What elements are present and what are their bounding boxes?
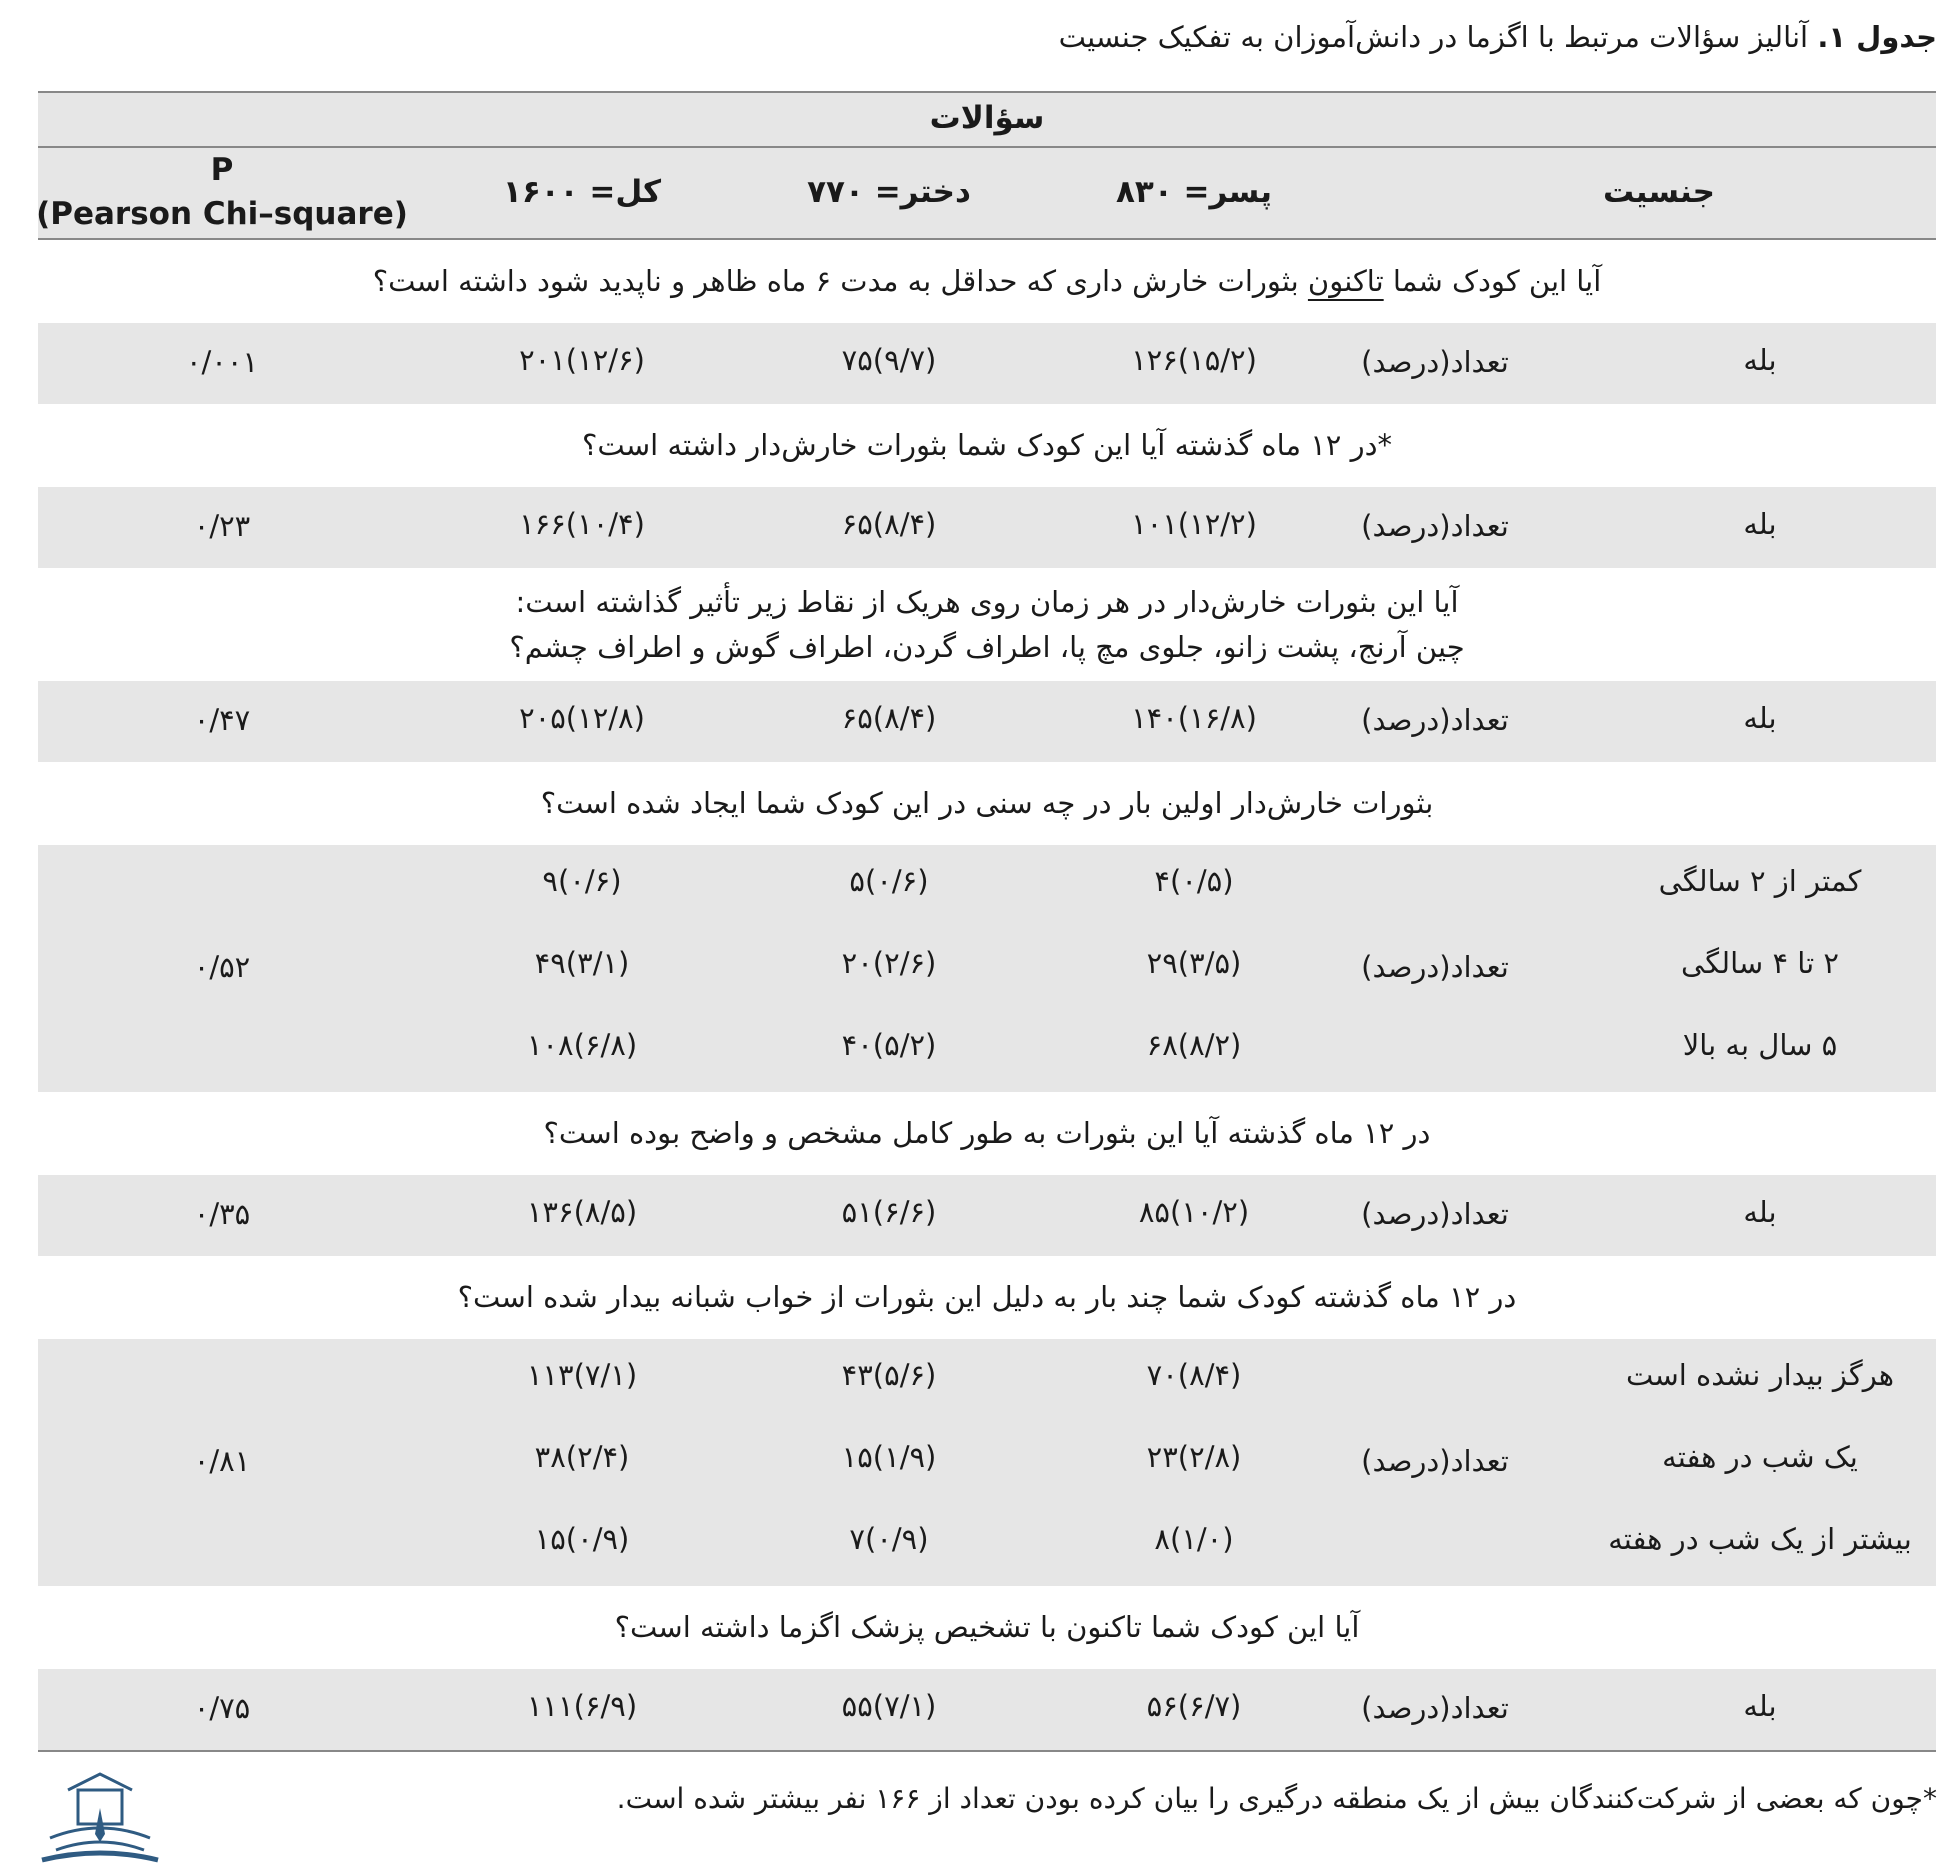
cell-total: ۲۰۵(۱۲/۸) (519, 701, 645, 735)
cell-total: ۱۱۳(۷/۱) (526, 1358, 638, 1392)
cell-boys: ۱۰۱(۱۲/۲) (1131, 507, 1257, 541)
table-footnote: *چون که بعضی از شرکت‌کنندگان بیش از یک منطقه درگیری را بیان کرده بودن تعداد از ۱۶۶ نفر بیشتر شده است. (616, 1782, 1937, 1815)
header-gender: جنسیت (1602, 174, 1716, 210)
cell-girls: ۵۵(۷/۱) (841, 1689, 937, 1723)
cell-total: ۱۰۸(۶/۸) (526, 1028, 638, 1062)
question-row (38, 1586, 1936, 1669)
cell-answer: ۲ تا ۴ سالگی (1681, 946, 1839, 980)
question-row (38, 240, 1936, 323)
answer-row (38, 487, 1936, 568)
question-text: در ۱۲ ماه گذشته کودک شما چند بار به دلیل این بثورات از خواب شبانه بیدار شده است؟ (457, 1280, 1517, 1314)
header-boys: پسر= ۸۳۰ (1115, 174, 1273, 210)
table-header-questions (38, 93, 1936, 148)
jams-logo-icon (38, 1768, 163, 1868)
count-label: تعداد(درصد) (1361, 1196, 1509, 1231)
question-line: چین آرنج، پشت زانو، جلوی مچ پا، اطراف گردن، اطراف گوش و اطراف چشم؟ (509, 630, 1465, 664)
cell-answer: بله (1743, 701, 1777, 735)
cell-boys: ۶۸(۸/۲) (1146, 1028, 1242, 1062)
answer-row (38, 1339, 1936, 1586)
question-text: *در ۱۲ ماه گذشته آیا این کودک شما بثورات خارش‌دار داشته است؟ (582, 428, 1392, 462)
cell-boys: ۲۳(۲/۸) (1146, 1440, 1242, 1474)
answer-row (38, 681, 1936, 762)
cell-answer: بیشتر از یک شب در هفته (1608, 1522, 1912, 1556)
header-p: P (210, 152, 234, 188)
cell-boys: ۵۶(۶/۷) (1146, 1689, 1242, 1723)
cell-girls: ۲۰(۲/۶) (841, 946, 937, 980)
cell-boys: ۱۴۰(۱۶/۸) (1131, 701, 1257, 735)
question-row (38, 762, 1936, 845)
answer-row (38, 323, 1936, 404)
question-row (38, 1256, 1936, 1339)
cell-total: ۱۳۶(۸/۵) (526, 1195, 638, 1229)
cell-answer: بله (1743, 1689, 1777, 1723)
count-label: تعداد(درصد) (1361, 508, 1509, 543)
question-text (38, 259, 1936, 304)
cell-boys: ۸(۱/۰) (1154, 1522, 1234, 1556)
question-text: در ۱۲ ماه گذشته آیا این بثورات به طور کامل مشخص و واضح بوده است؟ (543, 1116, 1431, 1150)
cell-total: ۱۶۶(۱۰/۴) (519, 507, 645, 541)
question-text: آیا این کودک شما تاکنون با تشخیص پزشک اگزما داشته است؟ (614, 1610, 1360, 1644)
question-emphasis: تاکنون (1307, 264, 1384, 298)
table-caption-text: آنالیز سؤالات مرتبط با اگزما در دانش‌آموزان به تفکیک جنسیت (1058, 20, 1818, 54)
cell-girls: ۶۵(۸/۴) (841, 507, 937, 541)
cell-answer: ۵ سال به بالا (1682, 1028, 1838, 1062)
cell-answer: بله (1743, 1195, 1777, 1229)
count-label: تعداد(درصد) (1361, 1443, 1509, 1478)
cell-boys: ۷۰(۸/۴) (1146, 1358, 1242, 1392)
cell-total: ۲۰۱(۱۲/۶) (519, 343, 645, 377)
question-row (38, 404, 1936, 487)
count-label: تعداد(درصد) (1361, 1690, 1509, 1725)
question-text (38, 580, 1936, 670)
question-part: بثورات خارش داری که حداقل به مدت ۶ ماه ظاهر و ناپدید شود داشته است؟ (372, 264, 1308, 298)
cell-answer: یک شب در هفته (1662, 1440, 1858, 1474)
cell-girls: ۶۵(۸/۴) (841, 701, 937, 735)
cell-girls: ۵۱(۶/۶) (841, 1195, 937, 1229)
cell-total: ۴۹(۳/۱) (534, 946, 630, 980)
p-value: ۰/۸۱ (193, 1443, 251, 1478)
cell-answer: کمتر از ۲ سالگی (1658, 864, 1862, 898)
question-text: بثورات خارش‌دار اولین بار در چه سنی در این کودک شما ایجاد شده است؟ (540, 786, 1434, 820)
cell-total: ۱۵(۰/۹) (534, 1522, 630, 1556)
answer-row (38, 1175, 1936, 1256)
header-p-sub: (Pearson Chi–square) (36, 196, 408, 232)
answer-row (38, 845, 1936, 1092)
question-row (38, 568, 1936, 681)
results-table (38, 91, 1936, 1752)
cell-boys: ۴(۰/۵) (1154, 864, 1234, 898)
cell-total: ۳۸(۲/۴) (534, 1440, 630, 1474)
count-label: تعداد(درصد) (1361, 949, 1509, 984)
cell-girls: ۷(۰/۹) (849, 1522, 929, 1556)
p-value: ۰/۴۷ (193, 702, 251, 737)
question-line: آیا این بثورات خارش‌دار در هر زمان روی هریک از نقاط زیر تأثیر گذاشته است: (515, 585, 1459, 619)
cell-answer: بله (1743, 507, 1777, 541)
cell-total: ۹(۰/۶) (542, 864, 622, 898)
cell-girls: ۱۵(۱/۹) (841, 1440, 937, 1474)
p-value: ۰/۵۲ (193, 949, 251, 984)
cell-boys: ۸۵(۱۰/۲) (1138, 1195, 1250, 1229)
question-part: آیا این کودک شما (1383, 264, 1602, 298)
cell-girls: ۴۰(۵/۲) (841, 1028, 937, 1062)
p-value: ۰/۳۵ (193, 1196, 251, 1231)
cell-girls: ۴۳(۵/۶) (841, 1358, 937, 1392)
question-row (38, 1092, 1936, 1175)
table-caption-label: جدول ۱. (1817, 20, 1937, 54)
cell-total: ۱۱۱(۶/۹) (526, 1689, 638, 1723)
cell-girls: ۵(۰/۶) (849, 864, 929, 898)
header-questions: سؤالات (929, 100, 1045, 136)
cell-girls: ۷۵(۹/۷) (841, 343, 937, 377)
p-value: ۰/۲۳ (193, 508, 251, 543)
table-header-columns (38, 148, 1936, 240)
cell-boys: ۱۲۶(۱۵/۲) (1131, 343, 1257, 377)
answer-row (38, 1669, 1936, 1750)
cell-boys: ۲۹(۳/۵) (1146, 946, 1242, 980)
header-total: کل= ۱۶۰۰ (502, 174, 662, 210)
header-girls: دختر= ۷۷۰ (807, 174, 971, 210)
count-label: تعداد(درصد) (1361, 702, 1509, 737)
count-label: تعداد(درصد) (1361, 344, 1509, 379)
p-value: ۰/۰۰۱ (185, 344, 259, 379)
cell-answer: بله (1743, 343, 1777, 377)
table-caption (1059, 20, 1937, 54)
p-value: ۰/۷۵ (193, 1690, 251, 1725)
cell-answer: هرگز بیدار نشده است (1625, 1358, 1895, 1392)
